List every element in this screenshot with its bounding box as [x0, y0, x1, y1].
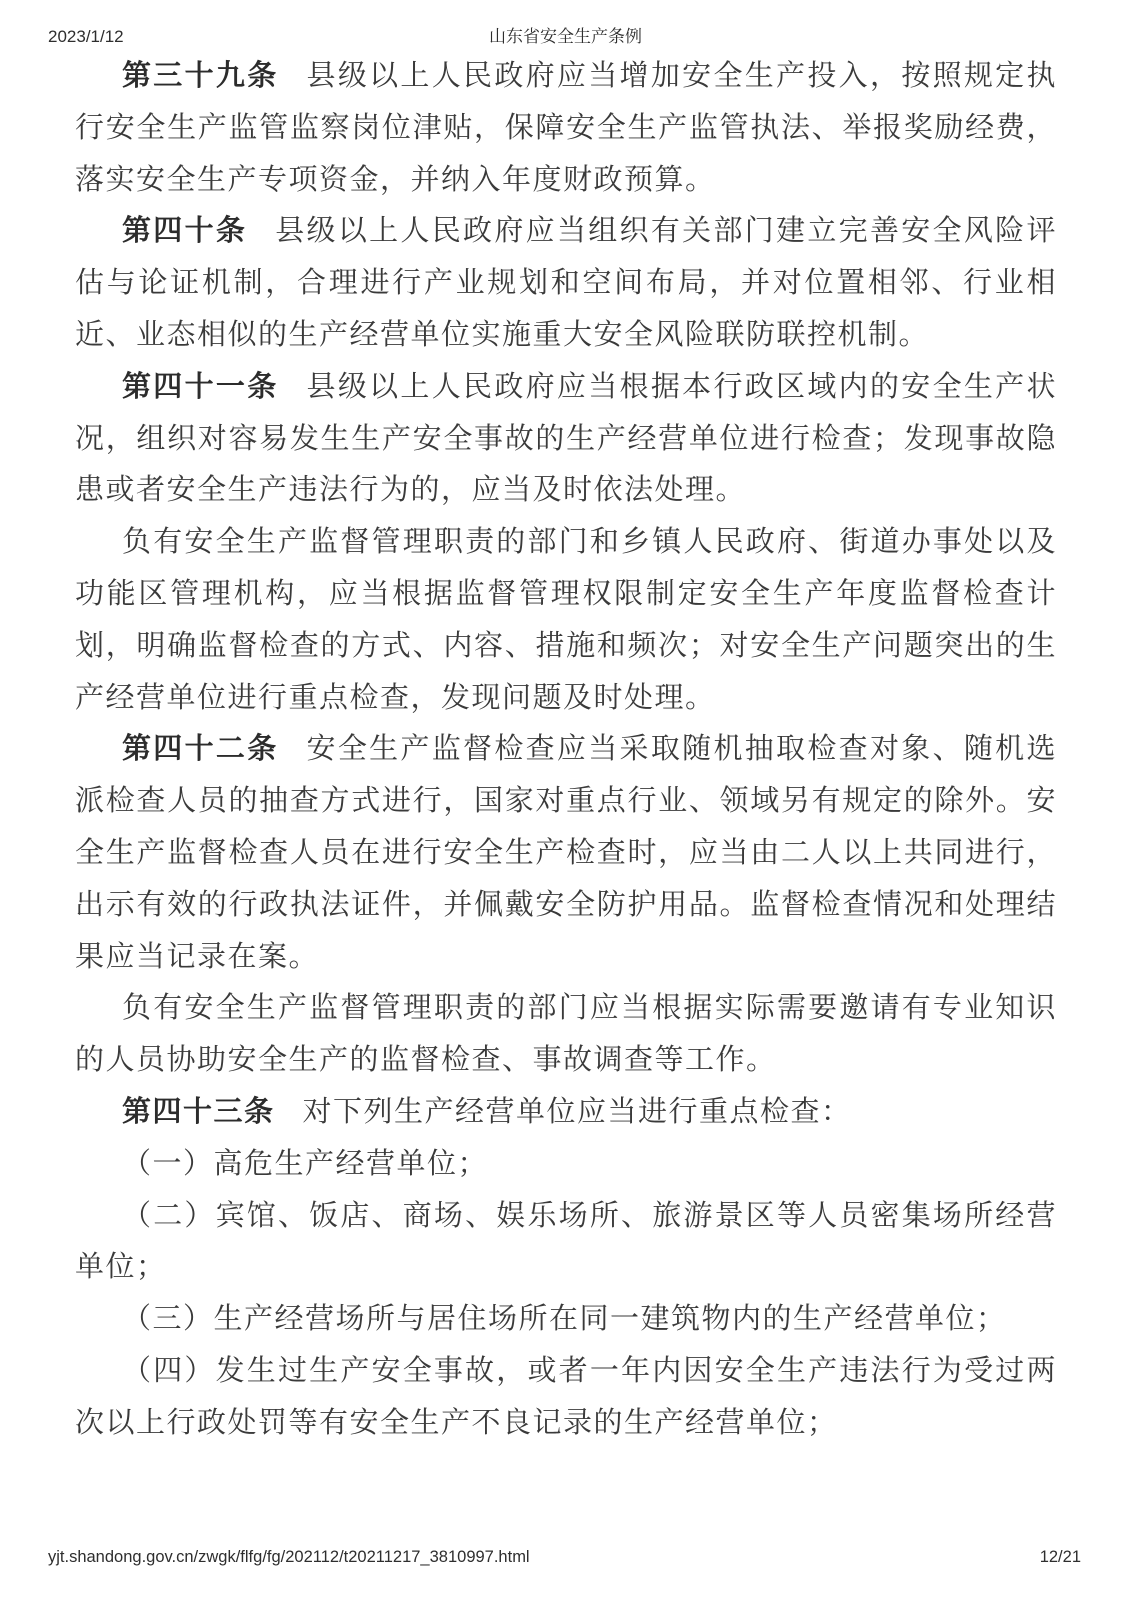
paragraph — [75, 1346, 1057, 1450]
paragraph-text: （一）高危生产经营单位； — [122, 1147, 489, 1180]
paragraph-text: （四）发生过生产安全事故，或者一年内因安全生产违法行为受过两次以上行政处罚等有安全生产不良记录的生产经营单位； — [75, 1354, 1057, 1439]
footer-page-number: 12/21 — [1039, 1548, 1081, 1566]
print-footer — [48, 1548, 1081, 1567]
paragraph — [75, 206, 1057, 361]
paragraph — [75, 362, 1057, 517]
paragraph — [75, 983, 1057, 1087]
footer-url: yjt.shandong.gov.cn/zwgk/flfg/fg/202112/t20211217_3810997.html — [48, 1548, 530, 1566]
paragraph-text: 县级以上人民政府应当增加安全生产投入，按照规定执行安全生产监管监察岗位津贴，保障安全生产监管执法、举报奖励经费，落实安全生产专项资金，并纳入年度财政预算。 — [75, 60, 1057, 196]
article-number: 第四十条 — [122, 215, 248, 248]
paragraph — [75, 51, 1057, 206]
header-title: 山东省安全生产条例 — [489, 27, 642, 46]
paragraph — [75, 1191, 1057, 1295]
article-number: 第四十三条 — [122, 1095, 275, 1128]
paragraph — [75, 724, 1057, 983]
paragraph-text: 县级以上人民政府应当根据本行政区域内的安全生产状况，组织对容易发生生产安全事故的生产经营单位进行检查；发现事故隐患或者安全生产违法行为的，应当及时依法处理。 — [75, 370, 1057, 507]
paragraph — [75, 1087, 1057, 1139]
paragraph-text: 安全生产监督检查应当采取随机抽取检查对象、随机选派检查人员的抽查方式进行，国家对重点行业、领域另有规定的除外。安全生产监督检查人员在进行安全生产检查时，应当由二人以上共同进行，出示有效的行政执法证件，并佩戴安全防护用品。监督检查情况和处理结果应当记录在案。 — [75, 733, 1057, 973]
paragraph-text: （三）生产经营场所与居住场所在同一建筑物内的生产经营单位； — [122, 1303, 1007, 1336]
paragraph — [75, 517, 1057, 724]
article-number: 第四十二条 — [122, 733, 279, 766]
paragraph-text: 负有安全生产监督管理职责的部门和乡镇人民政府、街道办事处以及功能区管理机构，应当根据监督管理权限制定安全生产年度监督检查计划，明确监督检查的方式、内容、措施和频次；对安全生产问题突出的生产经营单位进行重点检查，发现问题及时处理。 — [75, 526, 1057, 714]
paragraph-text: 县级以上人民政府应当组织有关部门建立完善安全风险评估与论证机制，合理进行产业规划和空间布局，并对位置相邻、行业相近、业态相似的生产经营单位实施重大安全风险联防联控机制。 — [75, 215, 1057, 351]
document-body — [75, 51, 1057, 1450]
paragraph — [75, 1139, 1057, 1191]
paragraph-text: 对下列生产经营单位应当进行重点检查： — [302, 1095, 852, 1128]
article-number: 第四十一条 — [122, 370, 279, 403]
print-header — [48, 22, 1083, 47]
article-number: 第三十九条 — [122, 60, 279, 92]
paragraph-text: 负有安全生产监督管理职责的部门应当根据实际需要邀请有专业知识的人员协助安全生产的监督检查、事故调查等工作。 — [75, 992, 1057, 1077]
paragraph — [75, 1294, 1057, 1346]
paragraph-text: （二）宾馆、饭店、商场、娱乐场所、旅游景区等人员密集场所经营单位； — [75, 1199, 1057, 1284]
header-date: 2023/1/12 — [48, 27, 124, 46]
